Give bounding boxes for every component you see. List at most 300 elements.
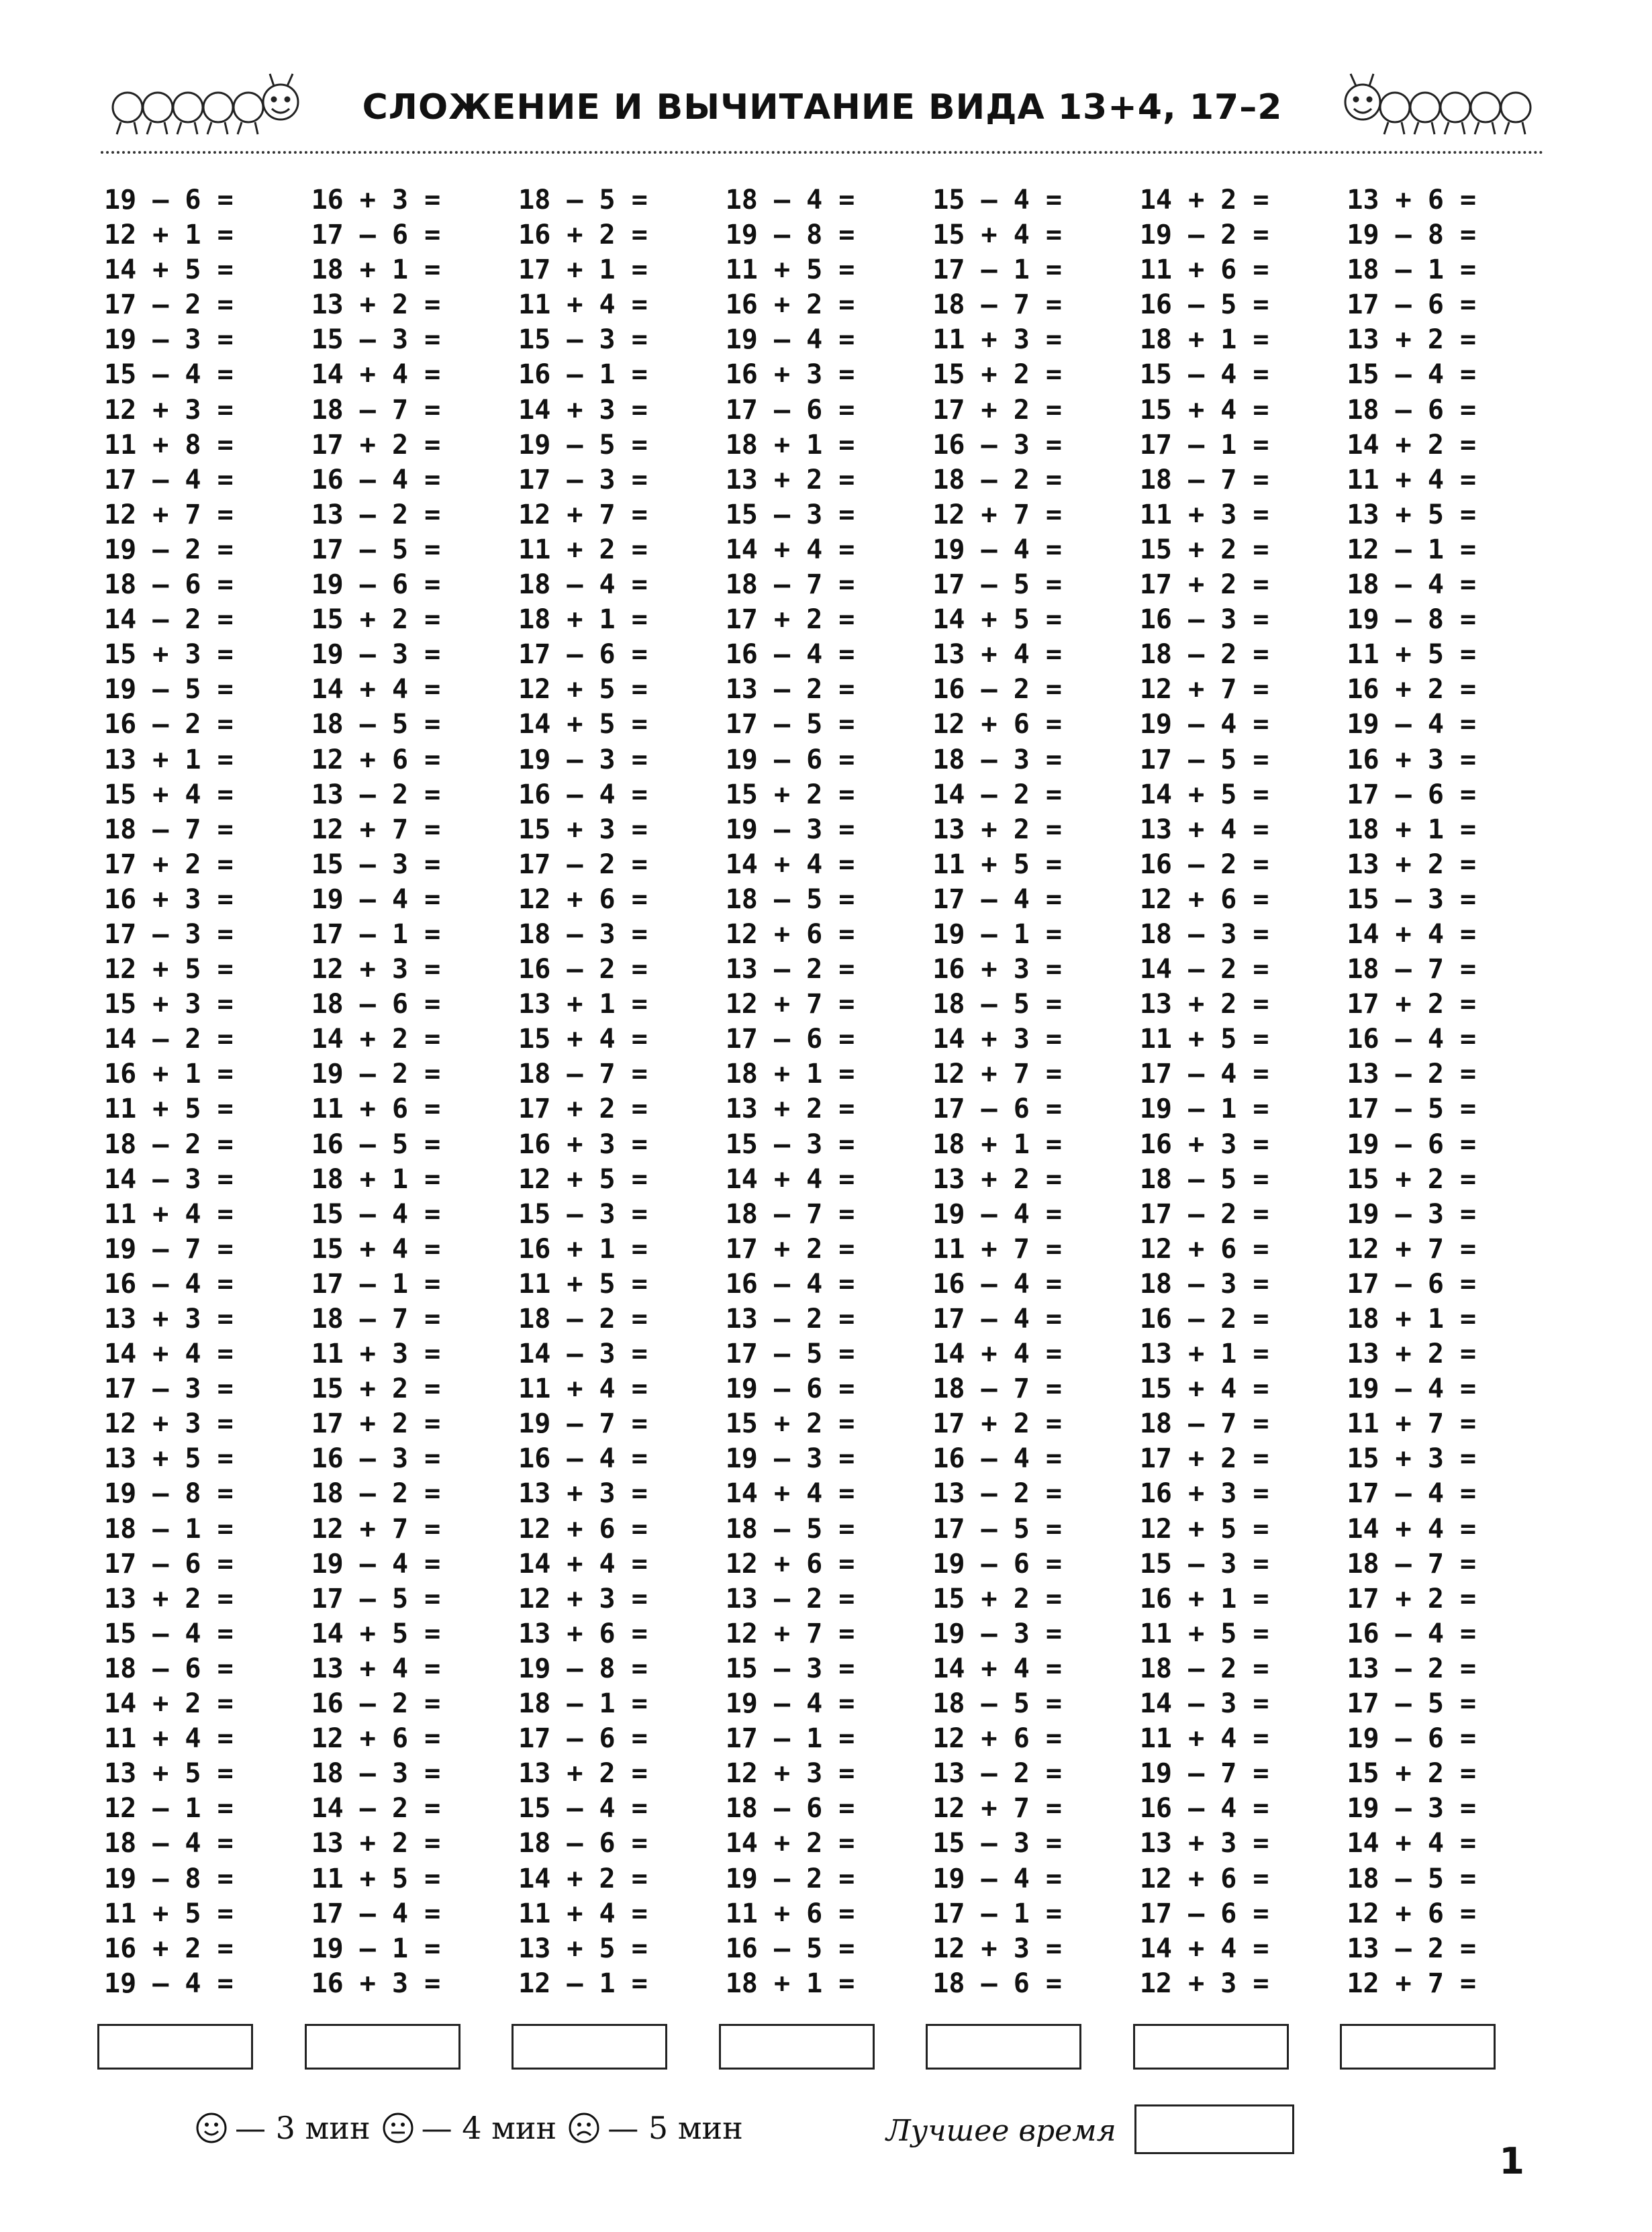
- exercise-item: 19 – 8 =: [518, 1653, 648, 1684]
- exercise-item: 14 + 5 =: [104, 254, 234, 286]
- exercise-item: 18 – 7 =: [518, 1059, 648, 1090]
- exercise-item: 18 – 3 =: [518, 918, 648, 950]
- exercise-item: 17 – 5 =: [1347, 1094, 1477, 1125]
- exercise-item: 19 – 2 =: [104, 534, 234, 565]
- exercise-item: 13 + 5 =: [104, 1758, 234, 1790]
- exercise-item: 19 – 2 =: [725, 1863, 855, 1894]
- time-answer-box[interactable]: [926, 2024, 1081, 2070]
- exercise-item: 14 + 4 =: [1347, 918, 1477, 950]
- exercise-item: 13 – 2 =: [1347, 1653, 1477, 1684]
- exercise-item: 13 + 2 =: [1347, 848, 1477, 880]
- exercise-item: 13 + 2 =: [725, 464, 855, 495]
- exercise-item: 13 – 2 =: [725, 1304, 855, 1335]
- exercise-item: 12 + 3 =: [104, 394, 234, 426]
- exercise-item: 12 – 1 =: [104, 1793, 234, 1825]
- exercise-item: 14 + 4 =: [725, 1163, 855, 1195]
- exercise-item: 17 – 5 =: [932, 569, 1062, 601]
- exercise-item: 19 – 5 =: [104, 674, 234, 706]
- exercise-item: 16 – 5 =: [311, 1128, 441, 1160]
- exercise-item: 19 – 4 =: [1347, 709, 1477, 740]
- exercise-item: 12 + 3 =: [1139, 1968, 1269, 1999]
- exercise-item: 12 + 3 =: [311, 954, 441, 985]
- exercise-item: 12 – 1 =: [1347, 534, 1477, 565]
- exercise-item: 16 – 4 =: [725, 1268, 855, 1300]
- exercise-item: 15 + 4 =: [932, 220, 1062, 251]
- exercise-item: 13 + 2 =: [725, 1094, 855, 1125]
- exercise-item: 12 + 7 =: [932, 1059, 1062, 1090]
- exercise-item: 15 + 4 =: [104, 779, 234, 810]
- exercise-item: 15 – 3 =: [311, 324, 441, 356]
- exercise-item: 18 – 7 =: [104, 814, 234, 845]
- exercise-item: 14 + 5 =: [518, 709, 648, 740]
- exercise-item: 18 – 7 =: [311, 394, 441, 426]
- exercise-item: 18 + 1 =: [725, 1968, 855, 1999]
- exercise-item: 11 + 4 =: [104, 1723, 234, 1755]
- exercise-item: 17 – 3 =: [518, 464, 648, 495]
- exercise-item: 18 – 2 =: [932, 464, 1062, 495]
- exercise-item: 15 + 2 =: [725, 1408, 855, 1440]
- exercise-item: 14 + 4 =: [1347, 1828, 1477, 1859]
- exercise-item: 19 – 6 =: [104, 185, 234, 215]
- exercise-item: 12 + 6 =: [1139, 883, 1269, 915]
- exercise-item: 18 – 5 =: [1139, 1163, 1269, 1195]
- exercise-item: 19 – 2 =: [311, 1059, 441, 1090]
- exercise-item: 16 + 2 =: [1347, 674, 1477, 706]
- exercise-item: 13 + 2 =: [932, 1163, 1062, 1195]
- exercise-item: 17 – 4 =: [104, 464, 234, 495]
- exercise-item: 12 + 7 =: [1347, 1233, 1477, 1265]
- exercise-item: 17 – 6 =: [1347, 779, 1477, 810]
- exercise-item: 19 – 6 =: [725, 1373, 855, 1405]
- exercise-item: 17 + 2 =: [104, 848, 234, 880]
- exercise-item: 17 – 6 =: [104, 1548, 234, 1580]
- exercise-item: 15 – 4 =: [104, 359, 234, 391]
- exercise-item: 17 + 2 =: [518, 1094, 648, 1125]
- answer-row: [97, 2024, 1547, 2070]
- exercise-item: 13 + 1 =: [1139, 1339, 1269, 1370]
- exercise-item: 14 + 4 =: [725, 534, 855, 565]
- exercise-item: 16 – 4 =: [104, 1268, 234, 1300]
- time-answer-box[interactable]: [97, 2024, 253, 2070]
- exercise-item: 15 – 3 =: [725, 1128, 855, 1160]
- exercise-item: 19 – 4 =: [932, 1198, 1062, 1230]
- exercise-item: 17 – 4 =: [311, 1898, 441, 1929]
- exercise-item: 13 + 2 =: [311, 1828, 441, 1859]
- exercise-item: 13 + 4 =: [932, 639, 1062, 671]
- exercise-item: 15 + 2 =: [932, 359, 1062, 391]
- exercise-item: 13 + 2 =: [518, 1758, 648, 1790]
- exercise-item: 17 – 5 =: [1347, 1688, 1477, 1720]
- exercise-item: 14 – 2 =: [104, 604, 234, 636]
- exercise-item: 13 + 3 =: [104, 1304, 234, 1335]
- exercise-item: 12 + 6 =: [311, 744, 441, 775]
- exercise-item: 12 + 6 =: [932, 709, 1062, 740]
- exercise-item: 12 + 3 =: [725, 1758, 855, 1790]
- exercise-item: 14 + 2 =: [1139, 185, 1269, 215]
- exercise-item: 16 – 4 =: [311, 464, 441, 495]
- exercise-item: 15 – 4 =: [932, 185, 1062, 215]
- exercise-item: 11 + 6 =: [725, 1898, 855, 1929]
- exercise-item: 14 + 2 =: [518, 1863, 648, 1894]
- exercise-item: 12 + 6 =: [932, 1723, 1062, 1755]
- exercise-item: 18 + 1 =: [518, 604, 648, 636]
- best-time-box[interactable]: [1134, 2104, 1294, 2154]
- exercise-item: 18 – 2 =: [1139, 1653, 1269, 1684]
- exercise-item: 11 + 5 =: [518, 1268, 648, 1300]
- exercise-item: 17 – 6 =: [725, 1024, 855, 1055]
- exercise-item: 15 – 4 =: [311, 1198, 441, 1230]
- exercise-item: 18 – 4 =: [725, 185, 855, 215]
- exercise-item: 16 – 3 =: [1139, 604, 1269, 636]
- exercise-item: 14 + 4 =: [104, 1339, 234, 1370]
- exercise-item: 16 – 4 =: [518, 1443, 648, 1475]
- exercise-item: 16 – 2 =: [311, 1688, 441, 1720]
- exercise-item: 15 + 4 =: [518, 1024, 648, 1055]
- exercise-item: 12 + 7 =: [1347, 1968, 1477, 1999]
- exercise-item: 19 – 6 =: [1347, 1723, 1477, 1755]
- exercise-item: 11 + 3 =: [932, 324, 1062, 356]
- exercise-item: 18 – 7 =: [311, 1304, 441, 1335]
- exercise-item: 13 – 2 =: [1347, 1933, 1477, 1964]
- exercise-item: 16 – 2 =: [518, 954, 648, 985]
- exercise-item: 13 + 3 =: [518, 1478, 648, 1510]
- exercise-item: 12 + 3 =: [518, 1583, 648, 1614]
- exercise-item: 11 + 4 =: [518, 289, 648, 321]
- exercise-item: 11 + 8 =: [104, 429, 234, 460]
- exercise-item: 17 – 1 =: [311, 918, 441, 950]
- exercise-item: 16 – 4 =: [932, 1268, 1062, 1300]
- exercise-item: 16 – 4 =: [932, 1443, 1062, 1475]
- exercise-item: 13 + 2 =: [1347, 324, 1477, 356]
- exercise-item: 15 + 2 =: [311, 1373, 441, 1405]
- exercise-item: 15 – 4 =: [1347, 359, 1477, 391]
- exercise-item: 11 + 7 =: [1347, 1408, 1477, 1440]
- exercise-item: 17 – 6 =: [1347, 289, 1477, 321]
- exercise-item: 18 + 1 =: [932, 1128, 1062, 1160]
- exercise-item: 12 + 5 =: [518, 674, 648, 706]
- exercise-item: 16 + 3 =: [311, 1968, 441, 1999]
- exercise-item: 19 – 7 =: [1139, 1758, 1269, 1790]
- exercise-item: 14 + 4 =: [311, 359, 441, 391]
- exercise-item: 18 – 7 =: [1347, 954, 1477, 985]
- exercise-item: 16 – 4 =: [725, 639, 855, 671]
- exercise-item: 12 + 7 =: [725, 1618, 855, 1649]
- exercise-item: 13 + 2 =: [932, 814, 1062, 845]
- exercise-item: 18 – 7 =: [1139, 464, 1269, 495]
- exercise-item: 15 – 3 =: [725, 1653, 855, 1684]
- exercise-item: 11 + 5 =: [104, 1094, 234, 1125]
- exercise-item: 18 – 3 =: [1139, 918, 1269, 950]
- header-divider: [101, 151, 1544, 154]
- exercise-item: 13 + 5 =: [518, 1933, 648, 1964]
- exercise-item: 17 – 1 =: [725, 1723, 855, 1755]
- exercise-item: 17 – 1 =: [1139, 429, 1269, 460]
- exercise-item: 13 – 2 =: [311, 779, 441, 810]
- caterpillar-right-icon: [1322, 67, 1544, 141]
- exercise-item: 12 + 5 =: [104, 954, 234, 985]
- exercise-item: 15 + 4 =: [311, 1233, 441, 1265]
- exercise-item: 14 – 2 =: [932, 779, 1062, 810]
- exercise-item: 18 + 1 =: [311, 1163, 441, 1195]
- exercise-item: 19 – 4 =: [1139, 709, 1269, 740]
- exercise-item: 15 – 4 =: [518, 1793, 648, 1825]
- exercise-item: 18 – 3 =: [311, 1758, 441, 1790]
- exercise-item: 18 – 5 =: [725, 883, 855, 915]
- exercise-item: 15 + 4 =: [1139, 394, 1269, 426]
- exercise-item: 13 + 5 =: [1347, 499, 1477, 530]
- exercise-item: 16 + 2 =: [104, 1933, 234, 1964]
- exercise-item: 13 – 2 =: [725, 1583, 855, 1614]
- exercise-item: 14 + 5 =: [1139, 779, 1269, 810]
- exercise-item: 17 – 6 =: [518, 1723, 648, 1755]
- exercise-item: 12 + 6 =: [518, 1513, 648, 1545]
- exercise-item: 16 + 1 =: [518, 1233, 648, 1265]
- exercise-item: 12 + 6 =: [311, 1723, 441, 1755]
- exercise-item: 14 + 2 =: [1347, 429, 1477, 460]
- exercise-item: 12 + 5 =: [1139, 1513, 1269, 1545]
- exercise-item: 19 – 6 =: [932, 1548, 1062, 1580]
- exercise-item: 12 + 7 =: [932, 499, 1062, 530]
- exercise-item: 17 – 3 =: [104, 1373, 234, 1405]
- exercise-item: 11 + 5 =: [311, 1863, 441, 1894]
- exercise-item: 18 + 1 =: [1347, 1304, 1477, 1335]
- exercise-item: 13 + 2 =: [104, 1583, 234, 1614]
- exercise-item: 15 – 4 =: [104, 1618, 234, 1649]
- exercise-item: 11 + 6 =: [1139, 254, 1269, 286]
- exercise-item: 13 – 2 =: [725, 674, 855, 706]
- exercise-item: 16 + 3 =: [311, 185, 441, 215]
- sad-face-icon: [567, 2111, 601, 2145]
- exercise-item: 13 + 2 =: [1347, 1339, 1477, 1370]
- exercise-item: 11 + 3 =: [1139, 499, 1269, 530]
- exercise-item: 12 + 7 =: [104, 499, 234, 530]
- happy-face-icon: [195, 2111, 228, 2145]
- exercise-item: 16 – 4 =: [1347, 1618, 1477, 1649]
- exercise-item: 17 – 1 =: [932, 254, 1062, 286]
- exercise-item: 18 – 5 =: [311, 709, 441, 740]
- legend-sad-label: — 5 мин: [608, 2110, 743, 2146]
- exercise-item: 12 + 6 =: [1139, 1233, 1269, 1265]
- exercise-item: 11 + 3 =: [311, 1339, 441, 1370]
- exercise-item: 17 + 2 =: [311, 429, 441, 460]
- exercise-item: 18 – 4 =: [518, 569, 648, 601]
- exercise-item: 15 + 2 =: [1347, 1163, 1477, 1195]
- exercise-item: 12 + 3 =: [932, 1933, 1062, 1964]
- time-answer-box[interactable]: [512, 2024, 667, 2070]
- exercise-item: 13 + 2 =: [1139, 989, 1269, 1020]
- exercise-item: 11 + 4 =: [518, 1373, 648, 1405]
- time-answer-box[interactable]: [1340, 2024, 1496, 2070]
- exercise-item: 18 – 7 =: [725, 569, 855, 601]
- exercise-item: 17 – 6 =: [725, 394, 855, 426]
- exercise-item: 17 – 6 =: [1347, 1268, 1477, 1300]
- exercise-column: [726, 183, 933, 2002]
- page-number: 1: [1499, 2140, 1524, 2182]
- exercise-item: 19 – 1 =: [311, 1933, 441, 1964]
- exercise-item: 16 – 3 =: [932, 429, 1062, 460]
- exercise-item: 17 – 6 =: [1139, 1898, 1269, 1929]
- exercise-item: 17 + 2 =: [932, 1408, 1062, 1440]
- time-answer-box[interactable]: [305, 2024, 460, 2070]
- exercise-item: 18 + 1 =: [1139, 324, 1269, 356]
- exercise-item: 12 + 7 =: [1139, 674, 1269, 706]
- exercise-item: 14 – 3 =: [1139, 1688, 1269, 1720]
- exercise-item: 18 – 5 =: [725, 1513, 855, 1545]
- exercise-item: 14 + 4 =: [932, 1653, 1062, 1684]
- exercise-item: 16 – 2 =: [104, 709, 234, 740]
- exercise-column: [1347, 183, 1554, 2002]
- exercise-item: 15 + 3 =: [104, 989, 234, 1020]
- legend-neutral-label: — 4 мин: [421, 2110, 557, 2146]
- exercise-column: [518, 183, 726, 2002]
- exercise-item: 17 + 2 =: [1347, 989, 1477, 1020]
- exercise-item: 19 – 3 =: [932, 1618, 1062, 1649]
- exercise-item: 19 – 8 =: [104, 1478, 234, 1510]
- exercise-item: 19 – 4 =: [932, 1863, 1062, 1894]
- exercise-item: 19 – 7 =: [104, 1233, 234, 1265]
- exercise-item: 18 – 7 =: [725, 1198, 855, 1230]
- exercise-item: 14 – 3 =: [104, 1163, 234, 1195]
- exercise-item: 19 – 3 =: [1347, 1793, 1477, 1825]
- exercise-item: 19 – 4 =: [1347, 1373, 1477, 1405]
- exercise-item: 17 – 2 =: [104, 289, 234, 321]
- exercise-grid: [104, 183, 1554, 2002]
- exercise-item: 12 + 6 =: [725, 918, 855, 950]
- exercise-item: 18 – 3 =: [932, 744, 1062, 775]
- exercise-item: 19 – 5 =: [518, 429, 648, 460]
- exercise-item: 19 – 6 =: [311, 569, 441, 601]
- exercise-item: 17 + 2 =: [725, 1233, 855, 1265]
- exercise-item: 13 – 2 =: [932, 1478, 1062, 1510]
- exercise-item: 18 – 3 =: [1139, 1268, 1269, 1300]
- exercise-item: 16 – 3 =: [311, 1443, 441, 1475]
- exercise-item: 12 + 6 =: [1139, 1863, 1269, 1894]
- time-answer-box[interactable]: [719, 2024, 875, 2070]
- exercise-item: 18 – 7 =: [932, 289, 1062, 321]
- exercise-item: 11 + 5 =: [104, 1898, 234, 1929]
- exercise-item: 18 – 5 =: [932, 1688, 1062, 1720]
- exercise-item: 16 – 2 =: [932, 674, 1062, 706]
- exercise-item: 11 + 5 =: [725, 254, 855, 286]
- exercise-item: 12 + 7 =: [518, 499, 648, 530]
- exercise-item: 19 – 3 =: [725, 814, 855, 845]
- exercise-item: 13 + 4 =: [1139, 814, 1269, 845]
- exercise-item: 12 + 7 =: [311, 814, 441, 845]
- time-answer-box[interactable]: [1133, 2024, 1289, 2070]
- exercise-item: 15 – 3 =: [725, 499, 855, 530]
- exercise-item: 11 + 4 =: [104, 1198, 234, 1230]
- exercise-item: 18 – 5 =: [932, 989, 1062, 1020]
- exercise-item: 15 – 3 =: [1139, 1548, 1269, 1580]
- exercise-item: 15 – 3 =: [311, 848, 441, 880]
- exercise-item: 13 + 6 =: [518, 1618, 648, 1649]
- exercise-item: 14 – 2 =: [1139, 954, 1269, 985]
- exercise-item: 13 – 2 =: [725, 954, 855, 985]
- exercise-item: 11 + 5 =: [1139, 1618, 1269, 1649]
- exercise-item: 19 – 8 =: [104, 1863, 234, 1894]
- exercise-item: 19 – 3 =: [104, 324, 234, 356]
- exercise-item: 19 – 1 =: [1139, 1094, 1269, 1125]
- exercise-item: 19 – 8 =: [1347, 604, 1477, 636]
- exercise-item: 16 – 1 =: [518, 359, 648, 391]
- exercise-item: 17 – 5 =: [1139, 744, 1269, 775]
- exercise-item: 17 + 2 =: [725, 604, 855, 636]
- exercise-item: 15 + 2 =: [932, 1583, 1062, 1614]
- exercise-item: 13 + 4 =: [311, 1653, 441, 1684]
- exercise-item: 17 + 2 =: [311, 1408, 441, 1440]
- exercise-item: 16 – 5 =: [725, 1933, 855, 1964]
- exercise-item: 18 – 1 =: [1347, 254, 1477, 286]
- exercise-item: 13 + 2 =: [311, 289, 441, 321]
- exercise-item: 15 – 3 =: [518, 1198, 648, 1230]
- exercise-item: 14 + 2 =: [311, 1024, 441, 1055]
- exercise-item: 18 – 6 =: [518, 1828, 648, 1859]
- exercise-item: 16 + 1 =: [104, 1059, 234, 1090]
- exercise-item: 17 – 4 =: [1347, 1478, 1477, 1510]
- exercise-item: 15 – 3 =: [932, 1828, 1062, 1859]
- exercise-item: 18 – 1 =: [518, 1688, 648, 1720]
- exercise-item: 17 – 1 =: [932, 1898, 1062, 1929]
- exercise-item: 16 + 3 =: [1139, 1478, 1269, 1510]
- exercise-item: 16 + 3 =: [932, 954, 1062, 985]
- exercise-item: 12 + 3 =: [104, 1408, 234, 1440]
- exercise-item: 18 – 5 =: [1347, 1863, 1477, 1894]
- exercise-item: 16 + 3 =: [518, 1128, 648, 1160]
- exercise-item: 18 – 2 =: [518, 1304, 648, 1335]
- exercise-item: 12 – 1 =: [518, 1968, 648, 1999]
- exercise-item: 19 – 3 =: [1347, 1198, 1477, 1230]
- exercise-item: 16 + 3 =: [725, 359, 855, 391]
- exercise-item: 12 + 7 =: [725, 989, 855, 1020]
- exercise-item: 17 – 1 =: [311, 1268, 441, 1300]
- exercise-item: 16 – 4 =: [1139, 1793, 1269, 1825]
- exercise-item: 12 + 6 =: [1347, 1898, 1477, 1929]
- exercise-item: 17 – 2 =: [518, 848, 648, 880]
- exercise-item: 12 + 7 =: [311, 1513, 441, 1545]
- exercise-item: 19 – 4 =: [104, 1968, 234, 1999]
- exercise-item: 11 + 5 =: [1139, 1024, 1269, 1055]
- exercise-item: 13 + 6 =: [1347, 185, 1477, 215]
- exercise-item: 15 + 2 =: [1139, 534, 1269, 565]
- exercise-item: 18 – 5 =: [518, 185, 648, 215]
- exercise-item: 18 – 2 =: [311, 1478, 441, 1510]
- exercise-item: 14 + 4 =: [311, 674, 441, 706]
- exercise-item: 18 – 6 =: [725, 1793, 855, 1825]
- exercise-item: 14 + 2 =: [104, 1688, 234, 1720]
- page-header: [101, 67, 1544, 154]
- exercise-item: 14 + 4 =: [1139, 1933, 1269, 1964]
- exercise-item: 17 – 2 =: [1139, 1198, 1269, 1230]
- exercise-item: 14 + 2 =: [725, 1828, 855, 1859]
- exercise-item: 17 + 2 =: [1139, 569, 1269, 601]
- exercise-item: 11 + 2 =: [518, 534, 648, 565]
- exercise-item: 18 – 6 =: [311, 989, 441, 1020]
- exercise-item: 11 + 4 =: [518, 1898, 648, 1929]
- exercise-item: 11 + 5 =: [932, 848, 1062, 880]
- exercise-item: 18 – 2 =: [1139, 639, 1269, 671]
- exercise-item: 16 – 2 =: [1139, 1304, 1269, 1335]
- exercise-item: 17 + 2 =: [932, 394, 1062, 426]
- exercise-item: 17 – 6 =: [518, 639, 648, 671]
- exercise-item: 19 – 4 =: [725, 1688, 855, 1720]
- exercise-item: 11 + 4 =: [1347, 464, 1477, 495]
- exercise-item: 18 + 1 =: [1347, 814, 1477, 845]
- exercise-item: 11 + 6 =: [311, 1094, 441, 1125]
- exercise-item: 13 + 1 =: [518, 989, 648, 1020]
- exercise-item: 19 – 3 =: [311, 639, 441, 671]
- exercise-item: 19 – 2 =: [1139, 220, 1269, 251]
- exercise-item: 14 + 4 =: [725, 848, 855, 880]
